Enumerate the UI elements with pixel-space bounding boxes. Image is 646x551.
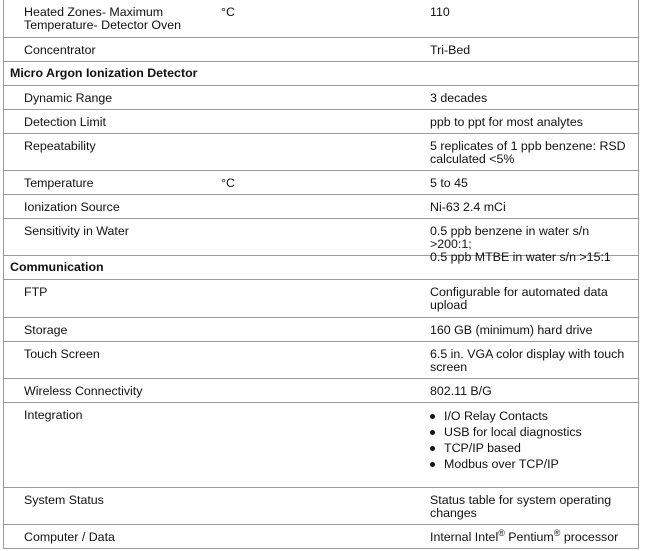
list-item: Modbus over TCP/IP <box>430 456 630 472</box>
value-label: Status table for system operating changes <box>430 493 612 520</box>
param-label: Heated Zones- Maximum Temperature- Detector Oven <box>24 5 182 32</box>
table-row <box>4 86 638 110</box>
param-label: Ionization Source <box>24 200 120 214</box>
param-label: Repeatability <box>24 139 96 153</box>
value-label: 110 <box>430 5 450 19</box>
value-line: 0.5 ppb benzene in water s/n >200:1; <box>430 224 590 251</box>
table-row <box>4 171 638 195</box>
value-label: 3 decades <box>430 91 488 105</box>
bullet-icon <box>430 446 435 451</box>
table-row <box>4 134 638 171</box>
table-row <box>4 195 638 219</box>
param-label: Wireless Connectivity <box>24 384 143 398</box>
value-bullet-list <box>430 408 630 472</box>
bullet-icon <box>430 430 435 435</box>
param-label: Dynamic Range <box>24 91 113 105</box>
value-label: Ni-63 2.4 mCi <box>430 200 506 214</box>
value-label: 6.5 in. VGA color display with touch screen <box>430 347 625 374</box>
table-row <box>4 342 638 379</box>
param-label: Temperature <box>24 176 94 190</box>
param-label: Computer / Data <box>24 530 115 544</box>
table-row <box>4 0 638 38</box>
table-row <box>4 525 638 549</box>
value-label: 802.11 B/G <box>430 384 492 398</box>
section-heading: Communication <box>4 256 638 280</box>
table-row <box>4 379 638 403</box>
list-item: TCP/IP based <box>430 440 630 456</box>
param-label: FTP <box>24 285 48 299</box>
unit-label: °C <box>221 176 235 190</box>
param-label: Detection Limit <box>24 115 106 129</box>
table-row <box>4 403 638 488</box>
value-label: Tri-Bed <box>430 43 471 57</box>
table-row <box>4 219 638 264</box>
table-row <box>4 280 638 318</box>
table-row <box>4 318 638 342</box>
value-label: 5 to 45 <box>430 176 468 190</box>
value-label: ppb to ppt for most analytes <box>430 115 583 129</box>
param-label: Integration <box>24 408 83 422</box>
param-label: Sensitivity in Water <box>24 224 129 238</box>
value-label: Configurable for automated data upload <box>430 285 608 312</box>
unit-label: °C <box>221 5 235 19</box>
specifications-table <box>3 0 639 549</box>
section-heading: Micro Argon Ionization Detector <box>4 62 638 86</box>
param-label: Concentrator <box>24 43 96 57</box>
value-line: 0.5 ppb MTBE in water s/n >15:1 <box>430 250 611 264</box>
table-row <box>4 488 638 525</box>
param-label: Storage <box>24 323 68 337</box>
value-label: Internal Intel® Pentium® processor <box>430 528 619 544</box>
value-label: 5 replicates of 1 ppb benzene: RSD calculated <5% <box>430 139 626 166</box>
param-label: System Status <box>24 493 104 507</box>
value-label: 160 GB (minimum) hard drive <box>430 323 593 337</box>
list-item: I/O Relay Contacts <box>430 408 630 424</box>
bullet-icon <box>430 414 435 419</box>
list-item: USB for local diagnostics <box>430 424 630 440</box>
table-row <box>4 110 638 134</box>
table-row <box>4 38 638 62</box>
param-label: Touch Screen <box>24 347 100 361</box>
bullet-icon <box>430 462 435 467</box>
